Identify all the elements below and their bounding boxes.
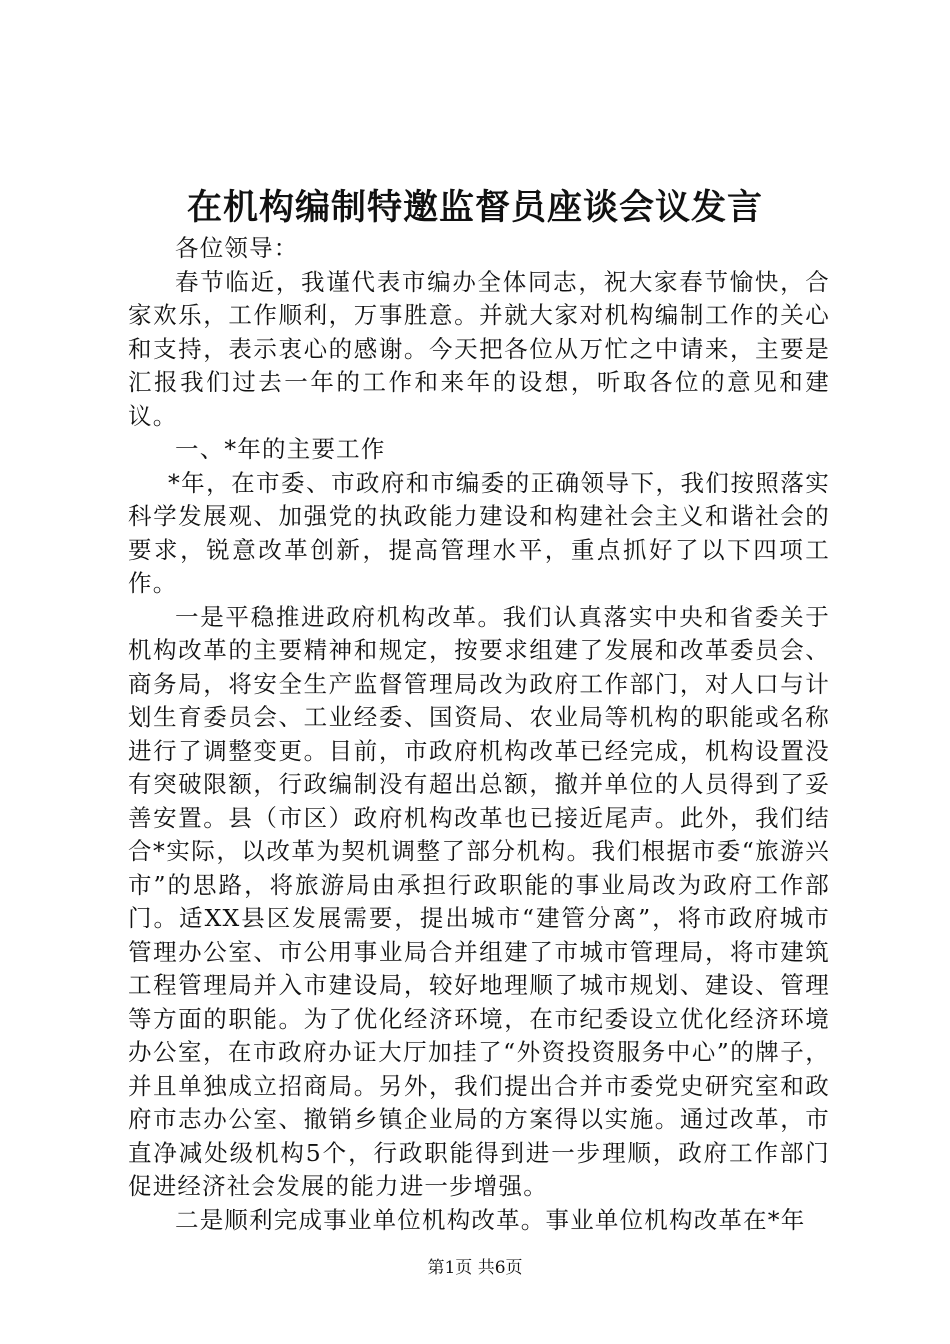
paragraph-institution-reform: 二是顺利完成事业单位机构改革。事业单位机构改革在*年	[175, 1205, 806, 1234]
section-heading: 一、*年的主要工作	[175, 435, 386, 463]
paragraph-government-reform: 一是平稳推进政府机构改革。我们认真落实中央和省委关于机构改革的主要精神和规定，按要求组建了发展和改革委员会、商务局，将安全生产监督管理局改为政府工作部门，对人口与计划生育委员会、工业经委、国资局、农业局等机构的职能或名称进行了调整变更。目前，市政府机构改革已经完成，机构设置没有突破限额，行政编制没有超出总额，撤并单位的人员得到了妥善安置。县（市区）政府机构改革也已接近尾声。此外，我们结合*实际，以改革为契机调整了部分机构。我们根据市委“旅游兴市”的思路，将旅游局由承担行政职能的事业局改为政府工作部门。适XX县区发展需要，提出城市“建管分离”，将市政府城市管理办公室、市公用事业局合并组建了市城市管理局，将市建筑工程管理局并入市建设局，较好地理顺了城市规划、建设、管理等方面的职能。为了优化经济环境，在市纪委设立优化经济环境办公室，在市政府办证大厅加挂了“外资投资服务中心”的牌子，并且单独成立招商局。另外，我们提出合并市委党史研究室和政府市志办公室、撤销乡镇企业局的方案得以实施。通过改革，市直净减处级机构5个，行政职能得到进一步理顺，政府工作部门促进经济社会发展的能力进一步增强。	[128, 602, 830, 1200]
paragraph-greeting: 春节临近，我谨代表市编办全体同志，祝大家春节愉快，合家欢乐，工作顺利，万事胜意。并就大家对机构编制工作的关心和支持，表示衷心的感谢。今天把各位从万忙之中请来，主要是汇报我们过去一年的工作和来年的设想，听取各位的意见和建议。	[128, 267, 830, 430]
document-title: 在机构编制特邀监督员座谈会议发言	[186, 187, 763, 228]
document-body	[128, 232, 830, 1237]
page-footer: 第1页 共6页	[427, 1258, 523, 1278]
paragraph-overview: *年，在市委、市政府和市编委的正确领导下，我们按照落实科学发展观、加强党的执政能力建设和构建社会主义和谐社会的要求，锐意改革创新，提高管理水平，重点抓好了以下四项工作。	[128, 468, 830, 597]
salutation: 各位领导：	[175, 234, 299, 262]
